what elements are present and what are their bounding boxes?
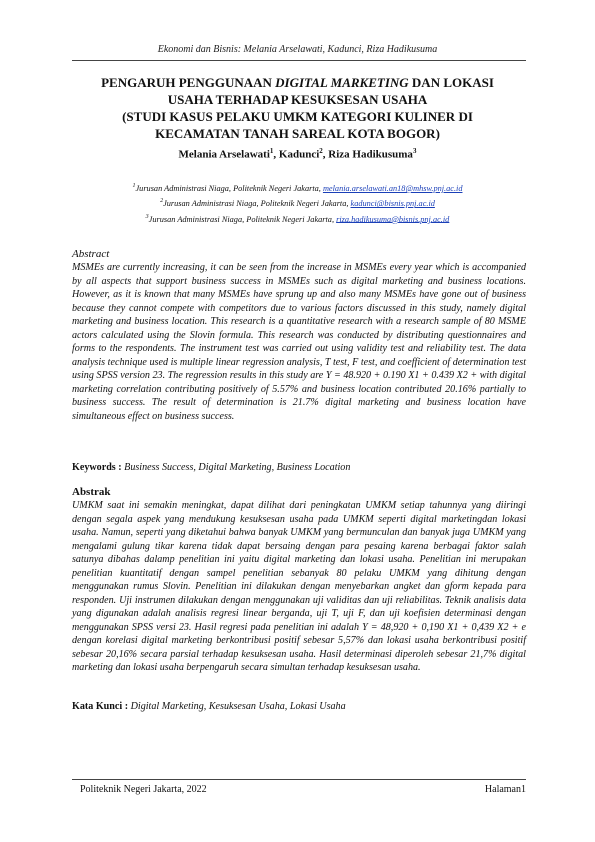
footer-rule: [72, 779, 526, 780]
affiliation-list: [0, 180, 595, 226]
affiliation-text: Jurusan Administrasi Niaga, Politeknik Negeri Jakarta,: [163, 199, 351, 209]
keywords-line: [72, 462, 526, 473]
email-link[interactable]: riza.hadikusuma@bisnis.pnj.ac.id: [336, 214, 450, 224]
title-line-1a: PENGARUH PENGGUNAAN: [101, 75, 276, 90]
affiliation-sup: 3: [145, 213, 149, 220]
keywords-text: Business Success, Digital Marketing, Business Location: [121, 462, 351, 473]
author-name: Melania Arselawati: [178, 148, 270, 161]
kata-kunci-label: Kata Kunci :: [72, 701, 129, 712]
header-rule: [72, 60, 526, 61]
running-header: Ekonomi dan Bisnis: Melania Arselawati, Kadunci, Riza Hadikusuma: [157, 44, 438, 55]
affiliation-sup: 1: [132, 183, 136, 189]
title-line-2: USAHA TERHADAP KESUKSESAN USAHA: [167, 92, 428, 107]
author-sup: 1: [269, 147, 274, 155]
affiliation: [0, 211, 595, 226]
abstrak-body: UMKM saat ini semakin meningkat, dapat dilihat dari peningkatan UMKM setiap tahunnya yang diiringi dengan segala aspek yang mendukung kesuksesan usaha pada UMKM seperti digital marketingdan lokasi usaha. Namun, seperti yang diketahui bahwa banyak UMKM yang bermunculan dan banyak juga UMKM yang mengalami gulung tikar karena tidak dapat bersaing dengan para pesaing karena berbagai faktor salah satunya dibahas dalamp penelitian ini yaitu digital marketing dan lokasi usaha. Penelitian ini merupakan penelitian kuantitatif dengan sampel penelitian sebanyak 80 pelaku UMKM yang dihitung dengan menggunakan rumus Slovin. Penelitian ini dilakukan dengan menyebarkan angket dan gform kepada para responden. Uji instrumen dilakukan dengan menggunakan uji validitas dan uji reliabilitas. Teknik analisis data yang digunakan adalah analisis regresi linear berganda, uji T, uji F, dan uji koefisien determinasi dengan menggunakan SPSS versi 23. Hasil regresi pada penelitian ini adalah Y = 48,920 + 0,190 X1 + 0,439 X2 + e dengan korelasi digital marketing berkontribusi positif sebesar 5,57% dan lokasi usaha berkontribusi positif sebesar 20,16% secara parsial terhadap kesuksesan usaha. Hasil determinasi diperoleh sebesar 21,7% digital marketing dan lokasi usaha berpengaruh secara simultan terhadap kesuksesan usaha.: [72, 500, 526, 673]
author-name: Riza Hadikusuma: [328, 148, 413, 161]
author-name: Kadunci: [278, 148, 320, 161]
abstract-english: [72, 248, 526, 423]
affiliation: [0, 195, 595, 210]
paper-title: [60, 74, 535, 142]
kata-kunci-text: Digital Marketing, Kesuksesan Usaha, Lokasi Usaha: [128, 701, 346, 712]
abstract-heading: Abstract: [72, 248, 110, 260]
keywords-label: Keywords :: [72, 462, 122, 473]
abstrak-heading: Abstrak: [72, 486, 111, 498]
abstract-indonesian: [72, 486, 526, 675]
author-sep: ,: [322, 148, 329, 161]
footer-institution: Politeknik Negeri Jakarta, 2022: [80, 784, 207, 795]
affiliation: [0, 180, 595, 195]
author-sup: 2: [319, 147, 323, 155]
title-line-1: [60, 74, 535, 91]
footer-page-number: Halaman1: [484, 784, 526, 795]
abstract-body: MSMEs are currently increasing, it can be seen from the increase in MSMEs every year which is accompanied by all aspects that support business success in MSMEs such as digital marketing and business locations. However, as it is known that many MSMEs have sprung up and also many MSMEs have gone out of business because they cannot compete with competitors due to various factors discussed in this study, namely digital marketing and business location. This research is a quantitative research with a research sample of 80 MSME actors calculated using the Slovin formula. This research was conducted by distributing questionnaires and forms to the respondents. The instrument test was carried out using validity test and reliability test. The data analysis technique used is multiple linear regression analysis, T test, F test, and coefficient of determination test using SPSS version 23. The regression results in this study are Y = 48.920 + 0.190 X1 + 0.439 X2 + with digital marketing correlation contributing positively of 5.57% and business location contributed 20.16% partially to business success. The result of determination is 21.7% digital marketing and business location have simultaneous effect on business success.: [72, 262, 526, 422]
author-sep: ,: [273, 148, 279, 161]
title-line-1b: DIGITAL MARKETING: [275, 75, 409, 90]
title-line-1c: DAN LOKASI: [408, 75, 494, 90]
email-link[interactable]: melania.arselawati.an18@mhsw.pnj.ac.id: [322, 183, 463, 193]
email-link[interactable]: kadunci@bisnis.pnj.ac.id: [350, 199, 435, 209]
affiliation-text: Jurusan Administrasi Niaga, Politeknik Negeri Jakarta,: [135, 183, 323, 193]
title-line-4: KECAMATAN TANAH SAREAL KOTA BOGOR): [155, 126, 440, 141]
affiliation-text: Jurusan Administrasi Niaga, Politeknik Negeri Jakarta,: [148, 214, 337, 224]
author-list: [0, 147, 595, 161]
author-sup: 3: [412, 147, 417, 155]
title-line-3: (STUDI KASUS PELAKU UMKM KATEGORI KULINER DI: [122, 109, 473, 124]
kata-kunci-line: [72, 701, 526, 712]
affiliation-sup: 2: [160, 198, 164, 205]
